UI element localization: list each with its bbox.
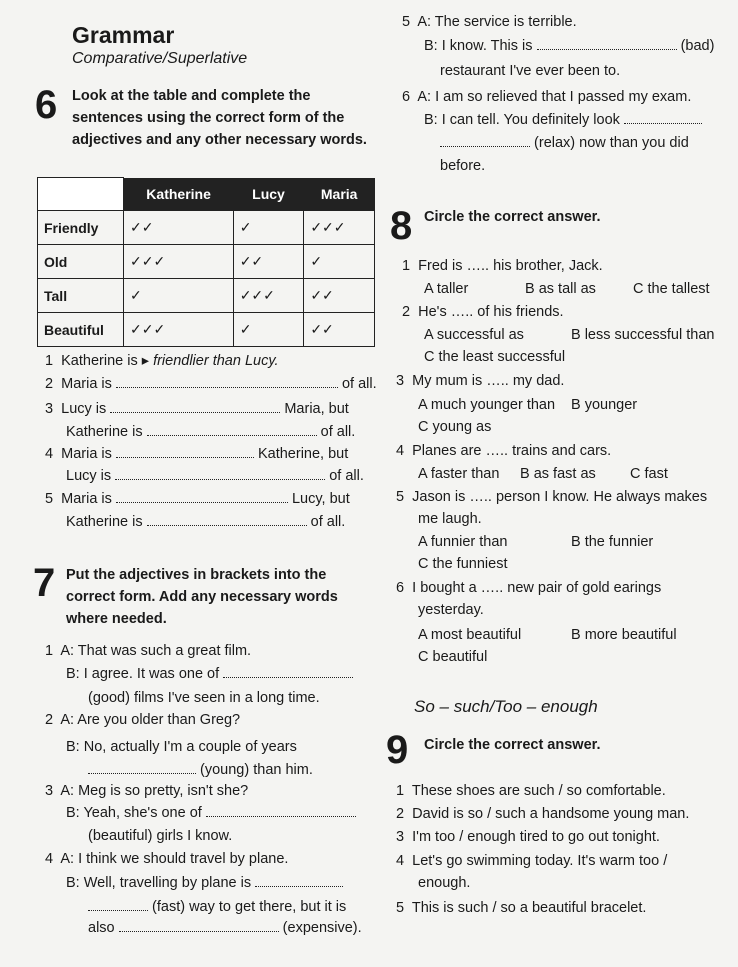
item-text: A: Are you older than Greg? — [60, 712, 241, 728]
exercise-7-instruction: correct form. Add any necessary words — [66, 589, 338, 605]
answer-blank[interactable] — [119, 921, 279, 932]
item-text[interactable]: David is so / such a handsome young man. — [412, 806, 690, 822]
ex8-q4 — [396, 443, 611, 459]
answer-blank[interactable] — [88, 763, 196, 774]
item-text: Katherine is — [66, 424, 143, 440]
answer-blank[interactable] — [147, 515, 307, 526]
table-corner — [38, 178, 124, 211]
option-c[interactable]: C beautiful — [418, 649, 488, 665]
ex7-item-6-c — [440, 135, 689, 151]
ex6-item-5 — [45, 491, 350, 507]
option-a[interactable]: A most beautiful — [418, 627, 522, 643]
item-text: A: The service is terrible. — [417, 14, 577, 30]
item-text: (bad) — [680, 38, 715, 54]
item-text: B: I can tell. You definitely look — [424, 112, 620, 128]
tick-cell: ✓✓ — [233, 245, 304, 279]
item-text: Katherine, but — [257, 446, 349, 462]
item-number: 2 — [396, 806, 405, 822]
tick-cell: ✓✓ — [304, 313, 375, 347]
option-a[interactable]: A taller — [424, 281, 469, 297]
tick-cell: ✓ — [233, 313, 304, 347]
option-c[interactable]: C young as — [418, 419, 492, 435]
adjective-table — [37, 177, 375, 347]
item-text: of all. — [329, 468, 364, 484]
item-text: A: That was such a great film. — [60, 643, 252, 659]
item-text: B: I agree. It was one of — [66, 666, 220, 682]
ex7-item-3-c: (beautiful) girls I know. — [88, 828, 233, 844]
option-a[interactable]: A much younger than — [418, 397, 556, 413]
item-number: 4 — [396, 853, 405, 869]
exercise-7-instruction: where needed. — [66, 611, 167, 627]
table-header-lucy: Lucy — [233, 178, 304, 211]
item-text: Maria is — [61, 376, 112, 392]
item-text: (expensive). — [282, 920, 362, 936]
item-number: 4 — [396, 443, 405, 459]
exercise-8-number: 8 — [390, 204, 413, 248]
item-number: 5 — [45, 491, 54, 507]
item-text[interactable]: This is such / so a beautiful bracelet. — [411, 900, 647, 916]
answer-blank[interactable] — [440, 136, 530, 147]
tick-cell: ✓ — [124, 279, 234, 313]
tick-cell: ✓✓✓ — [124, 245, 234, 279]
ex9-item — [396, 806, 689, 822]
answer-blank[interactable] — [116, 447, 254, 458]
item-number: 5 — [402, 14, 411, 30]
ex7-item-1 — [45, 643, 251, 659]
tick-cell: ✓ — [233, 211, 304, 245]
table-row — [38, 279, 375, 313]
tick-cell: ✓✓ — [304, 279, 375, 313]
exercise-7-instruction: Put the adjectives in brackets into the — [66, 567, 327, 583]
question-text: My mum is ….. my dad. — [412, 373, 565, 389]
ex8-q6 — [396, 580, 661, 596]
item-number: 2 — [402, 304, 411, 320]
option-b[interactable]: B the funnier — [571, 534, 654, 550]
tick-cell: ✓✓✓ — [304, 211, 375, 245]
item-number: 1 — [402, 258, 411, 274]
ex7-item-4 — [45, 851, 288, 867]
item-number: 4 — [45, 851, 54, 867]
item-text: Lucy is — [61, 401, 107, 417]
ex9-item — [396, 829, 660, 845]
item-text: Katherine is — [66, 514, 143, 530]
page-title: Grammar — [72, 22, 175, 48]
ex8-q3 — [396, 373, 564, 389]
ex7-item-2-c — [88, 762, 313, 778]
item-text: Lucy is — [66, 468, 112, 484]
item-text: of all. — [320, 424, 356, 440]
ex7-item-5-c: restaurant I've ever been to. — [440, 63, 621, 79]
item-number: 6 — [402, 89, 411, 105]
item-text: also — [88, 920, 115, 936]
row-label: Tall — [38, 279, 124, 313]
item-text: Katherine is ▸ — [61, 353, 150, 369]
ex7-item-6-b — [424, 112, 702, 128]
item-text: Maria is — [61, 446, 112, 462]
answer-blank[interactable] — [88, 900, 148, 911]
question-text: Jason is ….. person I know. He always makes — [412, 489, 708, 505]
table-row — [38, 313, 375, 347]
ex7-item-5-b — [424, 38, 714, 54]
exercise-6-instruction: adjectives and any other necessary words. — [72, 132, 367, 148]
question-text: Planes are ….. trains and cars. — [412, 443, 612, 459]
exercise-7-number: 7 — [33, 561, 56, 605]
option-c[interactable]: C fast — [630, 466, 668, 482]
item-text: Maria, but — [284, 401, 349, 417]
item-number: 1 — [396, 783, 405, 799]
option-b[interactable]: B less successful than — [571, 327, 715, 343]
question-text: I bought a ….. new pair of gold earings — [412, 580, 662, 596]
option-a[interactable]: A successful as — [424, 327, 524, 343]
ex7-item-5 — [402, 14, 577, 30]
option-b[interactable]: B as fast as — [520, 466, 596, 482]
ex7-item-3 — [45, 783, 248, 799]
ex7-item-6-d: before. — [440, 158, 486, 174]
tick-cell: ✓✓✓ — [233, 279, 304, 313]
item-number: 5 — [396, 900, 405, 916]
option-c[interactable]: C the tallest — [633, 281, 710, 297]
question-text-cont: me laugh. — [418, 511, 482, 527]
ex7-item-6 — [402, 89, 691, 105]
item-text: Lucy, but — [291, 491, 350, 507]
ex6-item-4 — [45, 446, 348, 462]
ex7-item-3-b — [66, 805, 356, 821]
table-header-katherine: Katherine — [124, 178, 234, 211]
item-number: 2 — [45, 712, 54, 728]
answer-blank[interactable] — [624, 113, 702, 124]
item-text: A: Meg is so pretty, isn't she? — [60, 783, 249, 799]
answer-blank[interactable] — [223, 667, 353, 678]
ex9-item-cont[interactable]: enough. — [418, 875, 471, 891]
answer-blank[interactable] — [116, 377, 338, 388]
question-text: He's ….. of his friends. — [418, 304, 564, 320]
table-row — [38, 245, 375, 279]
item-text: B: Yeah, she's one of — [66, 805, 202, 821]
item-text: Maria is — [61, 491, 112, 507]
ex6-item-4-cont — [66, 468, 364, 484]
section-title: So – such/Too – enough — [414, 697, 598, 716]
option-b[interactable]: B as tall as — [525, 281, 596, 297]
item-number: 2 — [45, 376, 54, 392]
item-text[interactable]: Let's go swimming today. It's warm too / — [412, 853, 668, 869]
ex6-item-1 — [45, 353, 279, 369]
item-number: 1 — [45, 643, 54, 659]
item-text: (young) than him. — [200, 762, 313, 778]
item-text: A: I think we should travel by plane. — [60, 851, 289, 867]
item-text: A: I am so relieved that I passed my exam. — [417, 89, 692, 105]
item-number: 5 — [396, 489, 405, 505]
item-text: of all. — [341, 376, 377, 392]
exercise-6-instruction: sentences using the correct form of the — [72, 110, 345, 126]
item-number: 3 — [396, 373, 405, 389]
page-subtitle: Comparative/Superlative — [72, 50, 248, 67]
item-text: (fast) way to get there, but it is — [152, 899, 347, 915]
ex7-item-4-b — [66, 875, 343, 891]
tick-cell: ✓✓✓ — [124, 313, 234, 347]
answer-blank[interactable] — [537, 39, 677, 50]
tick-cell: ✓ — [304, 245, 375, 279]
item-text: B: I know. This is — [424, 38, 533, 54]
tick-cell: ✓✓ — [124, 211, 234, 245]
ex7-item-2-b: B: No, actually I'm a couple of years — [66, 739, 297, 755]
item-number: 1 — [45, 353, 54, 369]
table-header-maria: Maria — [304, 178, 375, 211]
answer-blank[interactable] — [115, 469, 325, 480]
ex7-item-4-c — [88, 899, 346, 915]
ex8-q1 — [402, 258, 603, 274]
ex9-item — [396, 900, 646, 916]
option-a[interactable]: A faster than — [418, 466, 500, 482]
answer-blank[interactable] — [147, 425, 317, 436]
row-label: Friendly — [38, 211, 124, 245]
exercise-8-instruction: Circle the correct answer. — [424, 209, 601, 225]
ex6-item-3-cont — [66, 424, 355, 440]
question-text-cont: yesterday. — [418, 602, 484, 618]
option-b[interactable]: B more beautiful — [571, 627, 677, 643]
item-text: (relax) now than you did — [534, 135, 689, 151]
item-text: of all. — [310, 514, 346, 530]
exercise-6-number: 6 — [35, 83, 58, 127]
row-label: Old — [38, 245, 124, 279]
row-label: Beautiful — [38, 313, 124, 347]
item-number: 6 — [396, 580, 405, 596]
exercise-9-number: 9 — [386, 728, 409, 772]
option-b[interactable]: B younger — [571, 397, 638, 413]
ex6-item-2 — [45, 376, 377, 392]
ex7-item-4-d — [88, 920, 362, 936]
ex6-item-5-cont — [66, 514, 345, 530]
answer-blank[interactable] — [255, 876, 343, 887]
exercise-6-instruction: Look at the table and complete the — [72, 88, 311, 104]
item-number: 3 — [45, 783, 54, 799]
ex8-q5 — [396, 489, 707, 505]
option-c[interactable]: C the funniest — [418, 556, 508, 572]
item-text: B: Well, travelling by plane is — [66, 875, 252, 891]
option-c[interactable]: C the least successful — [424, 349, 566, 365]
answer-blank[interactable] — [206, 806, 356, 817]
ex9-item — [396, 853, 667, 869]
ex8-q2 — [402, 304, 564, 320]
answer-blank[interactable] — [110, 402, 280, 413]
ex7-item-2 — [45, 712, 240, 728]
question-text: Fred is ….. his brother, Jack. — [418, 258, 603, 274]
answer-blank[interactable] — [116, 492, 288, 503]
ex7-item-1-b — [66, 666, 353, 682]
item-number: 3 — [396, 829, 405, 845]
exercise-9-instruction: Circle the correct answer. — [424, 737, 601, 753]
item-number: 3 — [45, 401, 54, 417]
ex9-item — [396, 783, 666, 799]
ex7-item-1-c: (good) films I've seen in a long time. — [88, 690, 320, 706]
example-answer: friendlier than Lucy. — [153, 353, 279, 369]
item-number: 4 — [45, 446, 54, 462]
item-text[interactable]: I'm too / enough tired to go out tonight. — [412, 829, 660, 845]
table-row — [38, 211, 375, 245]
ex6-item-3 — [45, 401, 349, 417]
option-a[interactable]: A funnier than — [418, 534, 508, 550]
item-text[interactable]: These shoes are such / so comfortable. — [411, 783, 666, 799]
